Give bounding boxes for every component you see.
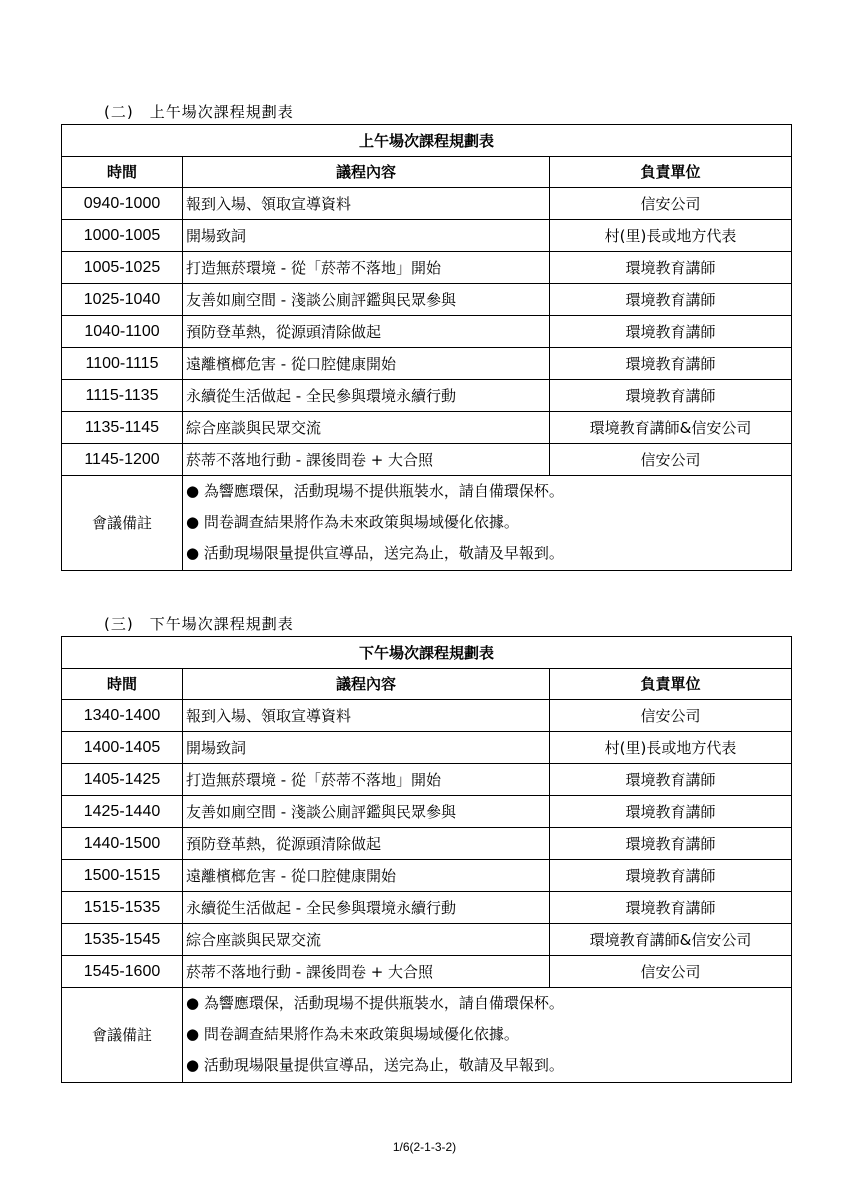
row-time: 1100-1115 (62, 348, 183, 380)
row-agenda: 遠離檳榔危害 - 從口腔健康開始 (183, 348, 550, 380)
row-time: 1135-1145 (62, 412, 183, 444)
note-item: ● 活動現場限量提供宣導品，送完為止，敬請及早報到。 (186, 544, 564, 562)
row-unit: 環境教育講師 (550, 892, 792, 924)
row-time: 1535-1545 (62, 924, 183, 956)
notes-label: 會議備註 (62, 476, 183, 571)
table-row (62, 860, 792, 892)
row-time: 1515-1535 (62, 892, 183, 924)
row-time: 1425-1440 (62, 796, 183, 828)
section-heading-morning: (二) 上午場次課程規劃表 (104, 103, 294, 121)
header-agenda: 議程內容 (183, 157, 550, 188)
row-time: 1545-1600 (62, 956, 183, 988)
table-title: 下午場次課程規劃表 (62, 637, 792, 669)
row-unit: 環境教育講師 (550, 828, 792, 860)
table-row (62, 796, 792, 828)
row-time: 1145-1200 (62, 444, 183, 476)
table-header-row (62, 669, 792, 700)
table-row (62, 380, 792, 412)
notes-cell (183, 476, 792, 571)
row-unit: 環境教育講師 (550, 764, 792, 796)
row-time: 1340-1400 (62, 700, 183, 732)
row-unit: 環境教育講師 (550, 796, 792, 828)
row-agenda: 菸蒂不落地行動 - 課後問卷 + 大合照 (183, 956, 550, 988)
page-footer: 1/6(2-1-3-2) (392, 1140, 457, 1154)
row-agenda: 綜合座談與民眾交流 (183, 924, 550, 956)
section-heading-afternoon: (三) 下午場次課程規劃表 (104, 615, 294, 633)
morning-schedule-table (61, 124, 792, 571)
afternoon-schedule-table (61, 636, 792, 1083)
row-time: 1400-1405 (62, 732, 183, 764)
row-unit: 村(里)長或地方代表 (550, 220, 792, 252)
row-agenda: 遠離檳榔危害 - 從口腔健康開始 (183, 860, 550, 892)
header-time: 時間 (62, 669, 183, 700)
row-unit: 環境教育講師 (550, 284, 792, 316)
row-time: 0940-1000 (62, 188, 183, 220)
table-title: 上午場次課程規劃表 (62, 125, 792, 157)
row-agenda: 預防登革熱，從源頭清除做起 (183, 316, 550, 348)
table-row (62, 412, 792, 444)
notes-cell (183, 988, 792, 1083)
row-time: 1025-1040 (62, 284, 183, 316)
table-title-row (62, 637, 792, 669)
table-row (62, 924, 792, 956)
table-row (62, 252, 792, 284)
row-time: 1115-1135 (62, 380, 183, 412)
note-item: ● 為響應環保，活動現場不提供瓶裝水，請自備環保杯。 (186, 482, 564, 500)
row-unit: 信安公司 (550, 444, 792, 476)
header-unit: 負責單位 (550, 157, 792, 188)
table-header-row (62, 157, 792, 188)
row-agenda: 友善如廁空間 - 淺談公廁評鑑與民眾參與 (183, 796, 550, 828)
row-agenda: 開場致詞 (183, 220, 550, 252)
table-row (62, 828, 792, 860)
notes-row (62, 988, 792, 1083)
note-item: ● 活動現場限量提供宣導品，送完為止，敬請及早報到。 (186, 1056, 564, 1074)
table-row (62, 348, 792, 380)
row-unit: 環境教育講師&信安公司 (550, 412, 792, 444)
row-unit: 環境教育講師 (550, 252, 792, 284)
header-time: 時間 (62, 157, 183, 188)
table-title-row (62, 125, 792, 157)
row-unit: 村(里)長或地方代表 (550, 732, 792, 764)
row-unit: 環境教育講師 (550, 316, 792, 348)
note-item: ● 問卷調查結果將作為未來政策與場域優化依據。 (186, 513, 519, 531)
table-row (62, 732, 792, 764)
row-unit: 環境教育講師 (550, 348, 792, 380)
row-agenda: 打造無菸環境 - 從「菸蒂不落地」開始 (183, 252, 550, 284)
table-row (62, 220, 792, 252)
row-agenda: 菸蒂不落地行動 - 課後問卷 + 大合照 (183, 444, 550, 476)
row-agenda: 報到入場、領取宣導資料 (183, 188, 550, 220)
row-unit: 環境教育講師 (550, 380, 792, 412)
row-agenda: 預防登革熱，從源頭清除做起 (183, 828, 550, 860)
row-unit: 環境教育講師&信安公司 (550, 924, 792, 956)
row-agenda: 打造無菸環境 - 從「菸蒂不落地」開始 (183, 764, 550, 796)
notes-row (62, 476, 792, 571)
header-unit: 負責單位 (550, 669, 792, 700)
row-time: 1040-1100 (62, 316, 183, 348)
note-item: ● 問卷調查結果將作為未來政策與場域優化依據。 (186, 1025, 519, 1043)
note-item: ● 為響應環保，活動現場不提供瓶裝水，請自備環保杯。 (186, 994, 564, 1012)
row-time: 1405-1425 (62, 764, 183, 796)
row-agenda: 開場致詞 (183, 732, 550, 764)
row-unit: 環境教育講師 (550, 860, 792, 892)
row-agenda: 永續從生活做起 - 全民參與環境永續行動 (183, 892, 550, 924)
table-row (62, 764, 792, 796)
notes-label: 會議備註 (62, 988, 183, 1083)
table-row (62, 444, 792, 476)
row-time: 1000-1005 (62, 220, 183, 252)
table-row (62, 956, 792, 988)
row-unit: 信安公司 (550, 188, 792, 220)
row-agenda: 友善如廁空間 - 淺談公廁評鑑與民眾參與 (183, 284, 550, 316)
table-row (62, 316, 792, 348)
table-row (62, 892, 792, 924)
row-time: 1500-1515 (62, 860, 183, 892)
row-agenda: 綜合座談與民眾交流 (183, 412, 550, 444)
row-agenda: 報到入場、領取宣導資料 (183, 700, 550, 732)
table-row (62, 700, 792, 732)
row-agenda: 永續從生活做起 - 全民參與環境永續行動 (183, 380, 550, 412)
row-time: 1005-1025 (62, 252, 183, 284)
table-row (62, 284, 792, 316)
row-time: 1440-1500 (62, 828, 183, 860)
row-unit: 信安公司 (550, 700, 792, 732)
table-row (62, 188, 792, 220)
row-unit: 信安公司 (550, 956, 792, 988)
header-agenda: 議程內容 (183, 669, 550, 700)
